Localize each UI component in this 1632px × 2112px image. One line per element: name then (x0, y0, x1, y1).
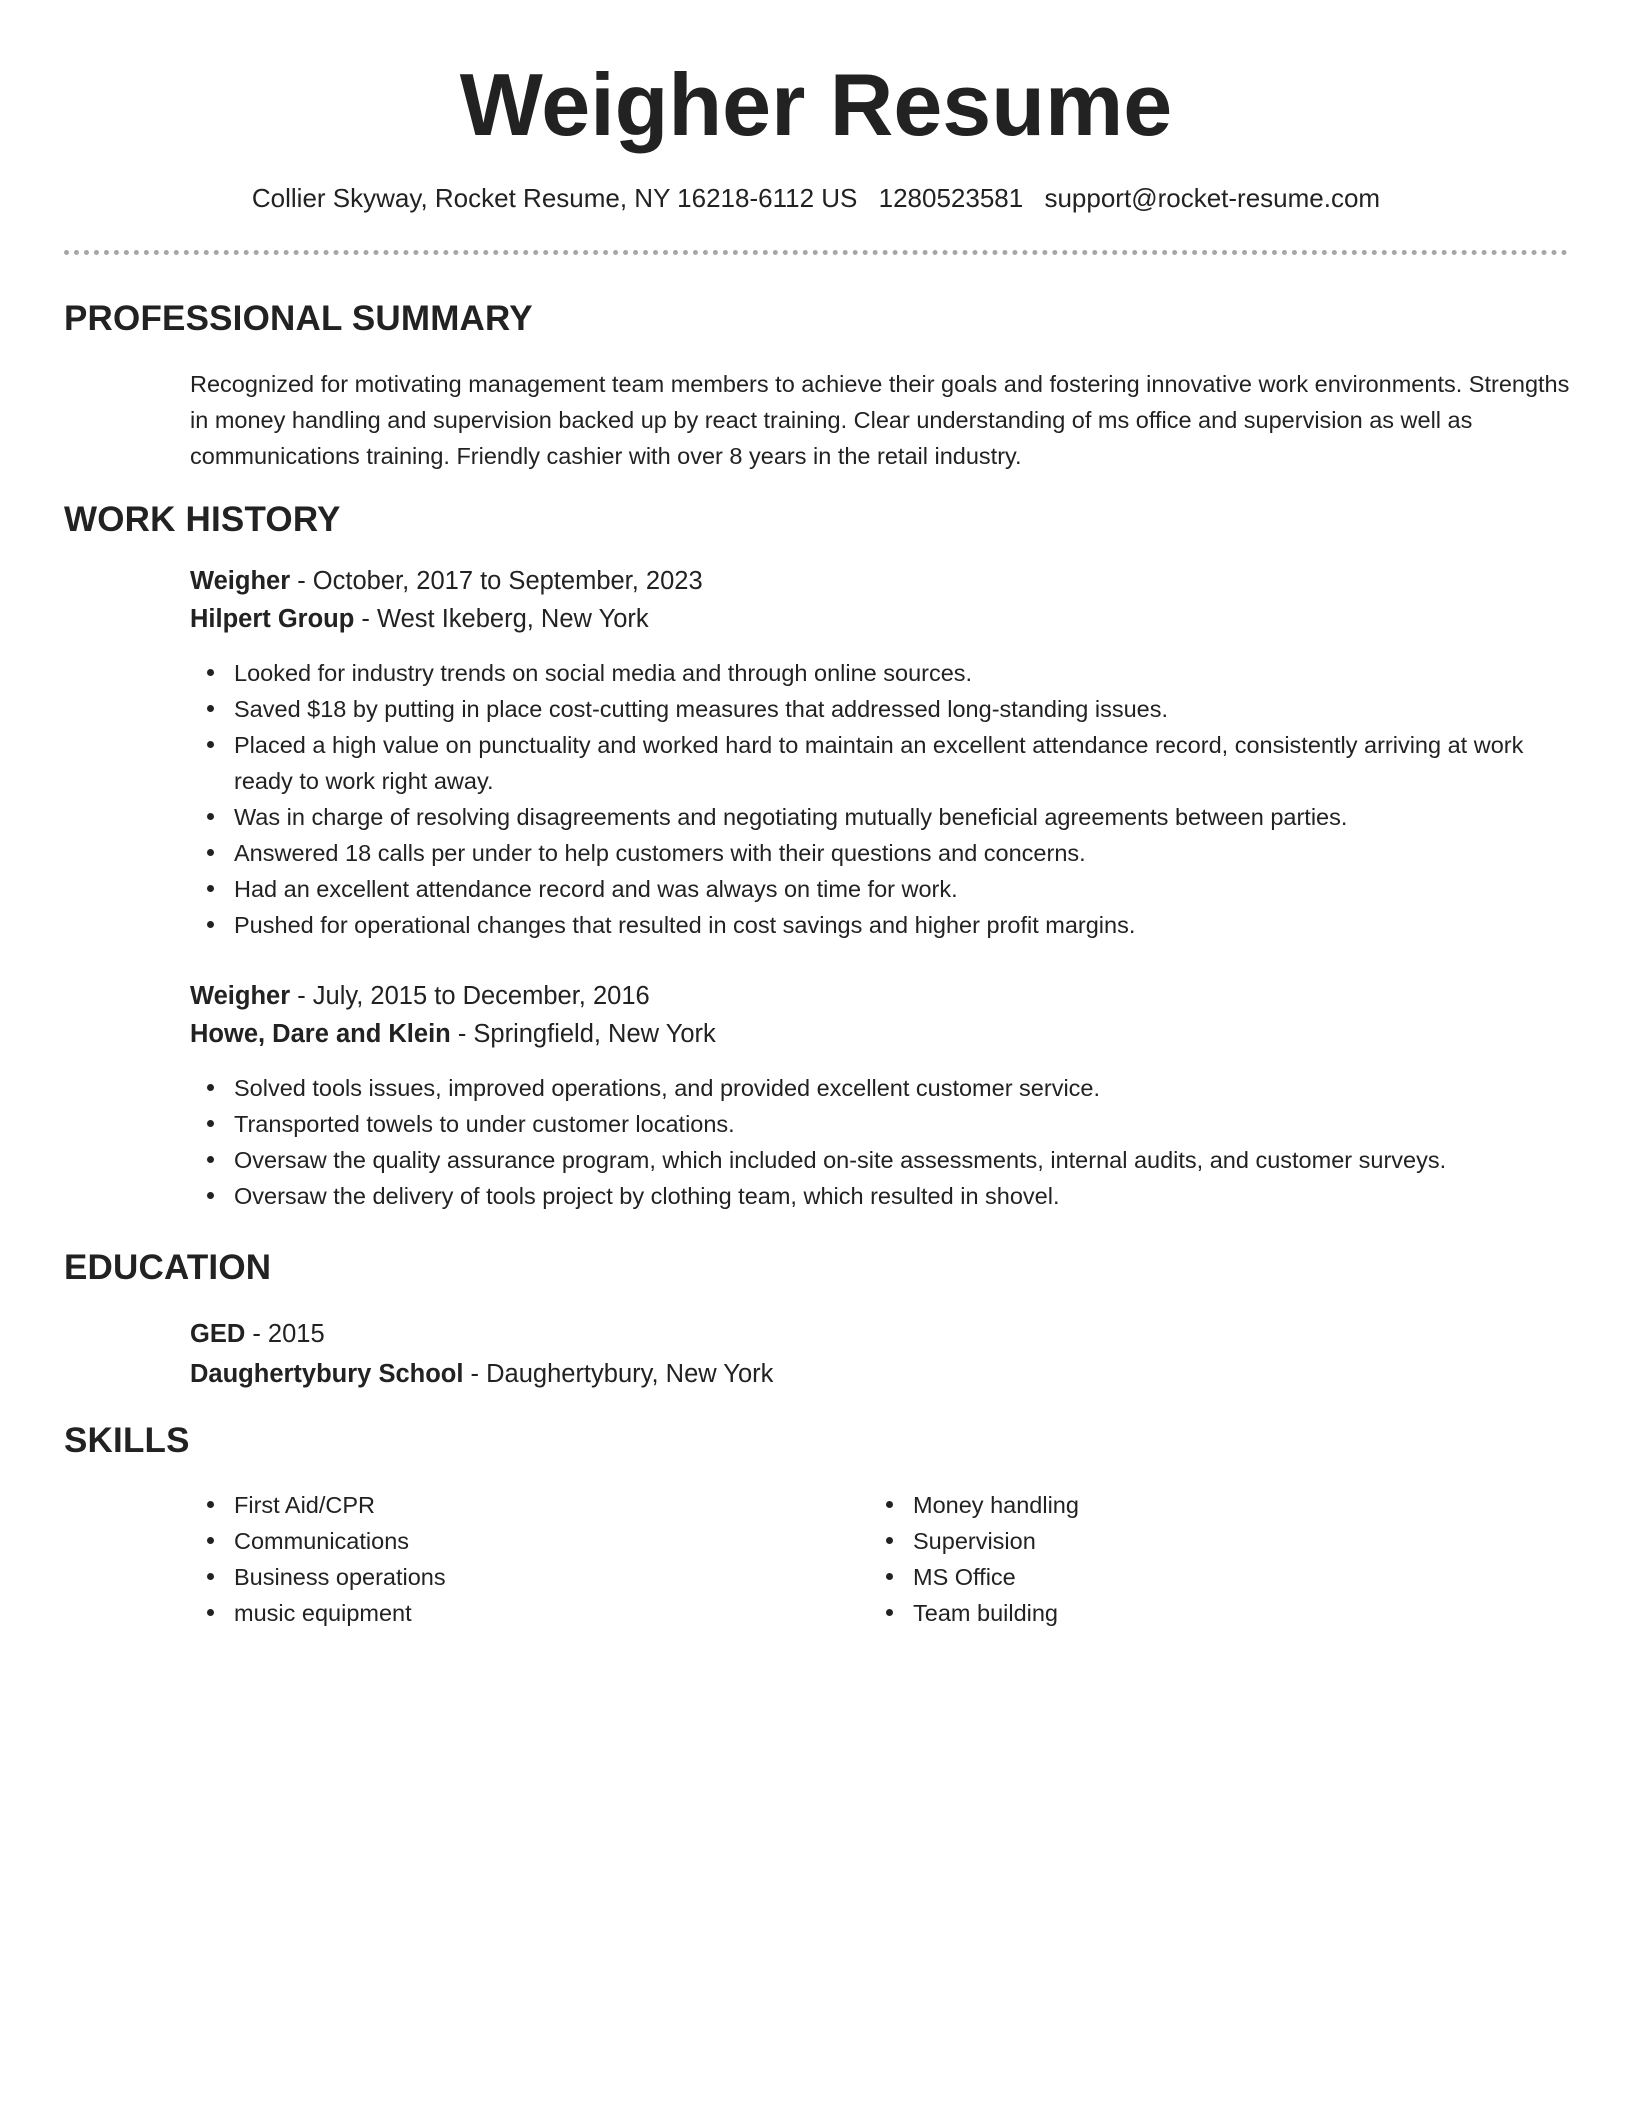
list-item: Business operations (234, 1559, 830, 1595)
job-1-bullets (190, 655, 1570, 943)
resume-title: Weigher Resume (459, 55, 1173, 154)
list-item: Was in charge of resolving disagreements and negotiating mutually beneficial agreements between parties. (234, 799, 1570, 835)
summary-heading: PROFESSIONAL SUMMARY (64, 299, 533, 338)
education-heading: EDUCATION (64, 1248, 272, 1287)
job-1-company-line (190, 601, 649, 637)
education-school: Daughertybury School (190, 1360, 464, 1388)
list-item: Looked for industry trends on social media and through online sources. (234, 655, 1570, 691)
list-item: Placed a high value on punctuality and worked hard to maintain an excellent attendance record, consistently arriving at work ready to work right away. (234, 727, 1570, 799)
job-2-company: Howe, Dare and Klein (190, 1020, 451, 1048)
work-history-heading: WORK HISTORY (64, 500, 341, 539)
education-year: - 2015 (245, 1320, 325, 1348)
list-item: music equipment (234, 1595, 830, 1631)
list-item: Oversaw the quality assurance program, which included on-site assessments, internal audits, and customer surveys. (234, 1142, 1570, 1178)
header-divider (64, 250, 1568, 255)
contact-line (0, 180, 1632, 216)
list-item: Pushed for operational changes that resulted in cost savings and higher profit margins. (234, 907, 1570, 943)
list-item: Money handling (913, 1487, 1509, 1523)
skills-list-left (190, 1487, 830, 1631)
list-item: Team building (913, 1595, 1509, 1631)
job-1-location: - West Ikeberg, New York (354, 605, 649, 633)
education-degree-line (190, 1316, 325, 1352)
list-item: Transported towels to under customer locations. (234, 1106, 1570, 1142)
job-2-bullets (190, 1070, 1570, 1214)
skills-list-right (869, 1487, 1509, 1631)
contact-email[interactable]: support@rocket-resume.com (1044, 183, 1381, 213)
list-item: Supervision (913, 1523, 1509, 1559)
list-item: Saved $18 by putting in place cost-cutting measures that addressed long-standing issues. (234, 691, 1570, 727)
list-item: Communications (234, 1523, 830, 1559)
job-1-company: Hilpert Group (190, 605, 355, 633)
list-item: MS Office (913, 1559, 1509, 1595)
job-2-company-line (190, 1016, 716, 1052)
skills-heading: SKILLS (64, 1421, 190, 1460)
job-1-role: Weigher (190, 567, 291, 595)
job-2-dates: - July, 2015 to December, 2016 (290, 982, 650, 1010)
list-item: Had an excellent attendance record and was always on time for work. (234, 871, 1570, 907)
job-2-role: Weigher (190, 982, 291, 1010)
summary-text: Recognized for motivating management team members to achieve their goals and fostering innovative work environments. Strengths in money handling and supervision backed up by react training. Clear understanding of ms office and supervision as well as communications training. Friendly cashier with over 8 years in the retail industry. (190, 371, 1570, 469)
contact-address: Collier Skyway, Rocket Resume, NY 16218-6112 US (251, 183, 858, 213)
list-item: Answered 18 calls per under to help customers with their questions and concerns. (234, 835, 1570, 871)
education-degree: GED (190, 1320, 246, 1348)
education-location: - Daughertybury, New York (463, 1360, 774, 1388)
job-2-location: - Springfield, New York (450, 1020, 716, 1048)
job-1-title-line (190, 563, 703, 599)
list-item: Oversaw the delivery of tools project by clothing team, which resulted in shovel. (234, 1178, 1570, 1214)
list-item: Solved tools issues, improved operations, and provided excellent customer service. (234, 1070, 1570, 1106)
contact-phone: 1280523581 (878, 183, 1024, 213)
job-2-title-line (190, 978, 650, 1014)
list-item: First Aid/CPR (234, 1487, 830, 1523)
education-school-line (190, 1356, 773, 1392)
job-1-dates: - October, 2017 to September, 2023 (290, 567, 703, 595)
